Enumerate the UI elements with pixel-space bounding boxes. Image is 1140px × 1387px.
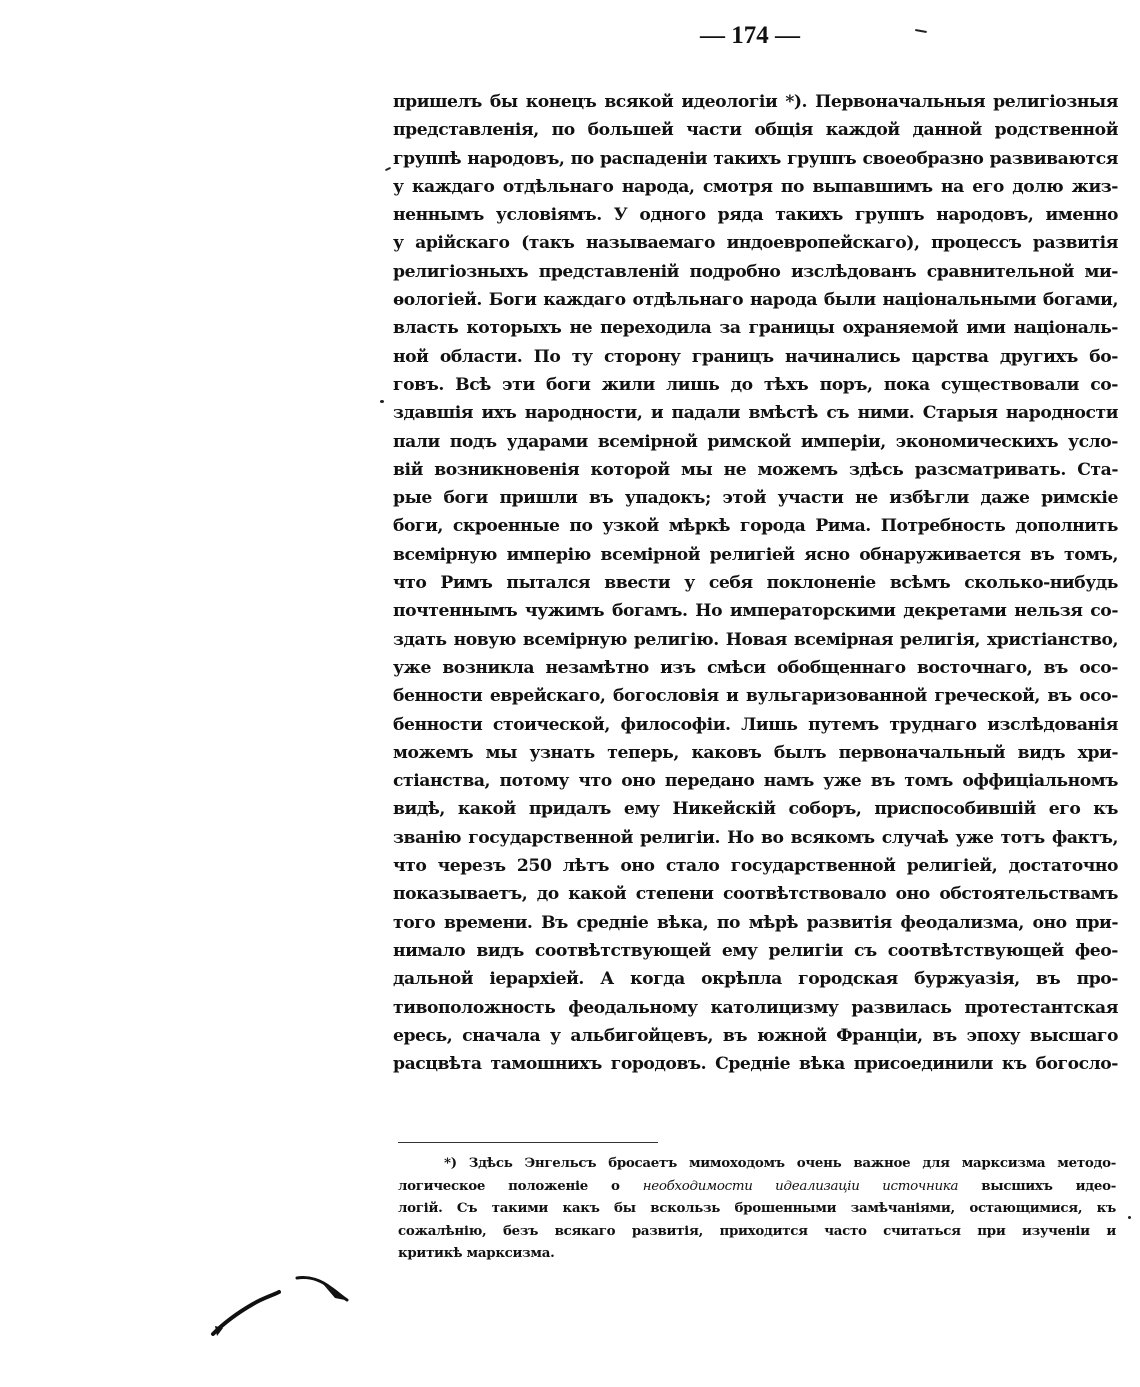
text-line: всемірную имперію всемірной религіей ясно обнаруживается въ томъ, bbox=[393, 544, 1118, 565]
scan-speck bbox=[1128, 1216, 1131, 1219]
scan-speck bbox=[385, 167, 391, 171]
footnote-divider bbox=[398, 1142, 658, 1143]
text-line: дальной іерархіей. А когда окрѣпла городская буржуазія, въ про- bbox=[393, 969, 1118, 990]
text-line: боги, скроенные по узкой мѣркѣ города Рима. Потребность дополнить bbox=[393, 516, 1118, 537]
text-line: представленія, по большей части общія каждой данной родственной bbox=[393, 120, 1118, 141]
text-line: показываетъ, до какой степени соотвѣтствовало оно обстоятельствамъ bbox=[393, 884, 1118, 905]
ink-scribble bbox=[205, 1270, 355, 1340]
footnote-line: сожалѣнію, безъ всякаго развитія, приходится часто считаться при изученіи и bbox=[398, 1222, 1116, 1239]
text-line: ересь, сначала у альбигойцевъ, въ южной Франціи, въ эпоху высшаго bbox=[393, 1025, 1118, 1046]
text-line: что черезъ 250 лѣтъ оно стало государственной религіей, достаточно bbox=[393, 856, 1118, 877]
footnote-line: критикѣ марксизма. bbox=[398, 1245, 555, 1261]
text-line: уже возникла незамѣтно изъ смѣси обобщеннаго восточнаго, въ осо- bbox=[393, 657, 1118, 678]
text-line: того времени. Въ средніе вѣка, по мѣрѣ развитія феодализма, оно при- bbox=[393, 912, 1118, 933]
text-line: бенности стоической, философіи. Лишь путемъ труднаго изслѣдованія bbox=[393, 714, 1118, 735]
text-line: что Римъ пытался ввести у себя поклоненіе всѣмъ сколько-нибудь bbox=[393, 573, 1118, 594]
text-line: ной области. По ту сторону границъ начинались царства другихъ бо- bbox=[393, 346, 1118, 367]
text-line: тивоположность феодальному католицизму развилась протестантская bbox=[393, 997, 1118, 1018]
text-line: здавшія ихъ народности, и падали вмѣстѣ съ ними. Старыя народности bbox=[393, 403, 1118, 424]
text-line: у арійскаго (такъ называемаго индоевропейскаго), процессъ развитія bbox=[393, 233, 1118, 254]
footnote-line: логій. Съ такими какъ бы вскользь брошенными замѣчаніями, остающимися, къ bbox=[398, 1200, 1116, 1216]
footnote-line: *) Здѣсь Энгельсъ бросаетъ мимоходомъ очень важное для марксизма методо- bbox=[444, 1155, 1116, 1171]
text-line: званію государственной религіи. Но во всякомъ случаѣ уже тотъ фактъ, bbox=[393, 827, 1118, 848]
text-line: здать новую всемірную религію. Новая всемірная религія, христіанство, bbox=[393, 629, 1118, 650]
text-line: у каждаго отдѣльнаго народа, смотря по выпавшимъ на его долю жиз- bbox=[393, 176, 1118, 197]
footnote-emphasis: необходимости идеализаціи источника bbox=[642, 1178, 959, 1194]
footnote-text: высшихъ идео- bbox=[958, 1177, 1116, 1194]
text-line: расцвѣта тамошнихъ городовъ. Средніе вѣка присоединили къ богосло- bbox=[393, 1054, 1118, 1075]
text-line: вій возникновенія которой мы не можемъ здѣсь разсматривать. Ста- bbox=[393, 459, 1118, 480]
scan-speck bbox=[915, 29, 927, 33]
main-text-block bbox=[393, 88, 1118, 1078]
footnote-text: логическое положеніе о bbox=[398, 1177, 643, 1194]
text-line: власть которыхъ не переходила за границы охраняемой ими національ- bbox=[393, 318, 1118, 339]
text-line: нимало видъ соотвѣтствующей ему религіи съ соотвѣтствующей фео- bbox=[393, 940, 1118, 961]
text-line: бенности еврейскаго, богословія и вульгаризованной греческой, въ осо- bbox=[393, 686, 1118, 707]
text-line: видѣ, какой придалъ ему Никейскій соборъ, приспособившій его къ bbox=[393, 799, 1118, 820]
text-line: пришелъ бы конецъ всякой идеологіи *). Первоначальныя религіозныя bbox=[393, 92, 1118, 112]
text-line: неннымъ условіямъ. У одного ряда такихъ группъ народовъ, именно bbox=[393, 205, 1118, 226]
text-line: можемъ мы узнать теперь, каковъ былъ первоначальный видъ хри- bbox=[393, 742, 1118, 763]
text-line: группѣ народовъ, по распаденіи такихъ группъ своеобразно развиваются bbox=[393, 148, 1118, 169]
footnote-line bbox=[398, 1175, 1116, 1198]
text-line: пали подъ ударами всемірной римской имперіи, экономическихъ усло- bbox=[393, 431, 1118, 452]
page-number: — 174 — bbox=[700, 22, 800, 49]
text-line: рые боги пришли въ упадокъ; этой участи не избѣгли даже римскіе bbox=[393, 488, 1118, 509]
text-line: стіанства, потому что оно передано намъ уже въ томъ оффиціальномъ bbox=[393, 771, 1118, 792]
footnote bbox=[398, 1152, 1116, 1265]
text-line: почтеннымъ чужимъ богамъ. Но императорскими декретами нельзя со- bbox=[393, 601, 1118, 622]
scan-speck bbox=[380, 400, 384, 403]
text-line: ѳологіей. Боги каждаго отдѣльнаго народа были національными богами, bbox=[393, 290, 1118, 311]
text-line: религіозныхъ представленій подробно изслѣдованъ сравнительной ми- bbox=[393, 261, 1118, 282]
text-line: говъ. Всѣ эти боги жили лишь до тѣхъ поръ, пока существовали со- bbox=[393, 374, 1118, 395]
